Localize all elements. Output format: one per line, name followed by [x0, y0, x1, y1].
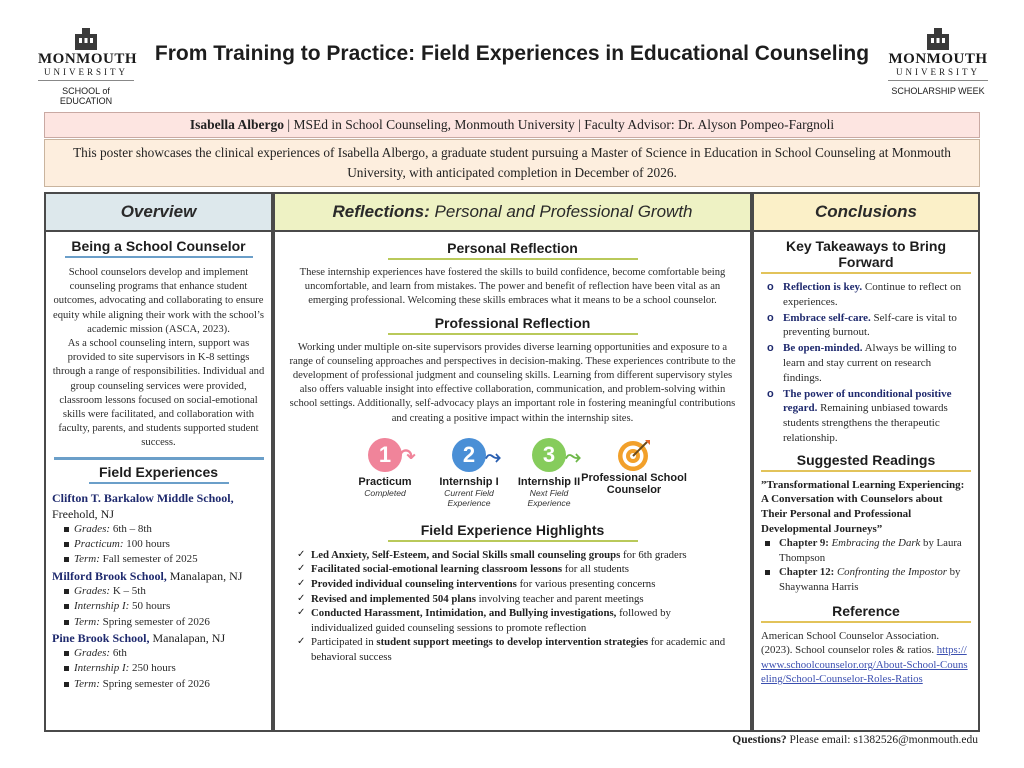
list-item: o The power of unconditional positive regard. Remaining unbiased towards students strengthens the therapeutic relationship.	[765, 387, 971, 446]
list-item: o Be open-minded. Always be willing to learn and stay current on research findings.	[765, 341, 971, 385]
section-divider	[388, 333, 638, 335]
monmouth-scholarship-week-logo	[888, 28, 988, 96]
section-divider	[65, 256, 253, 258]
school-name: Pine Brook School,	[52, 631, 150, 646]
section-divider	[54, 457, 264, 460]
list-item: Chapter 12: Confronting the Impostor by Shaywanna Harris	[765, 565, 971, 594]
reference-link[interactable]: https://www.schoolcounselor.org/About-School-Counseling/School-Counselor-Roles-Ratios	[761, 644, 968, 686]
list-item: ✓ Led Anxiety, Self-Esteem, and Social Skills small counseling groups for 6th graders	[297, 548, 730, 563]
readings-list	[761, 536, 971, 594]
intro-text: This poster showcases the clinical experiences of Isabella Albergo, a graduate student pursuing a Master of Science in Education in School Counseling at Monmouth University, with anticipated completion in December of 2026.	[44, 139, 980, 187]
highlights-title: Field Experience Highlights	[420, 521, 605, 538]
section-divider	[388, 540, 638, 542]
number-2-icon: 2	[452, 438, 486, 472]
list-item: ✓ Provided individual counseling interventions for various presenting concerns	[297, 577, 730, 592]
school-detail: Internship I: 250 hours	[64, 661, 265, 676]
poster-title: From Training to Practice: Field Experiences in Educational Counseling	[154, 42, 870, 65]
monmouth-school-of-education-logo	[38, 28, 137, 106]
school-detail: Grades: 6th	[64, 646, 265, 661]
logo-name: MONMOUTH	[888, 51, 988, 67]
school-location: Freehold, NJ	[52, 506, 114, 521]
takeaways-list	[761, 280, 971, 446]
reference-text: American School Counselor Association. (2023). School counselor roles & ratios. https://www.schoolcounselor.org/About-School-Counseling/School-Counselor-Roles-Ratios	[761, 629, 968, 686]
author-bar	[44, 112, 980, 138]
school-name: Milford Brook School,	[52, 568, 167, 583]
list-item: ✓ Revised and implemented 504 plans involving teacher and parent meetings	[297, 592, 730, 607]
progress-path	[287, 438, 738, 518]
section-divider	[761, 621, 971, 623]
logo-university: UNIVERSITY	[38, 67, 134, 81]
school-location: Manalapan, NJ	[149, 631, 226, 646]
professional-reflection-text: Working under multiple on-site supervisors provides diverse learning opportunities and exposure to a range of counseling approaches and perspectives in decision-making. These experiences contribute to the development of professional judgment and counseling skills. Learning from different supervisory styles also offers valuable insight into effective collaboration, communication, and problem-solving within school settings. Additionally, self-advocacy plays an important role in fostering meaningful contributions and creating a positive impact within the internship sites.	[289, 341, 736, 424]
school-detail: Grades: K – 5th	[64, 584, 265, 599]
logo-name: MONMOUTH	[38, 51, 137, 67]
being-counselor-text-1: School counselors develop and implement counseling programs that enhance student outcomes, advocating and collaborating to ensure equity while aligning their work with the school’s academic mission (ASCA, 2023).	[53, 267, 264, 335]
logo-sub-1: SCHOOL of	[62, 86, 110, 96]
field-experiences-list	[52, 490, 265, 693]
personal-reflection-title: Personal Reflection	[447, 240, 578, 256]
field-experiences-title: Field Experiences	[98, 463, 219, 480]
list-item: ✓ Facilitated social-emotional learning classroom lessons for all students	[297, 562, 730, 577]
school-entry	[52, 630, 265, 646]
arrow-right-icon: ↷	[399, 443, 416, 468]
being-counselor-title: Being a School Counselor	[71, 238, 246, 254]
number-3-icon: 3	[532, 438, 566, 472]
reference-title: Reference	[832, 602, 900, 619]
stage-professional: Professional School Counselor	[579, 438, 689, 496]
suggested-readings-title: Suggested Readings	[796, 451, 936, 468]
school-name: Clifton T. Barkalow Middle School,	[52, 490, 234, 505]
list-item: o Reflection is key. Continue to reflect on experiences.	[765, 280, 971, 310]
arrow-right-icon: ⤳	[565, 443, 581, 468]
overview-header: Overview	[46, 194, 271, 232]
target-icon	[616, 438, 652, 472]
logo-sub: SCHOLARSHIP WEEK	[891, 86, 985, 96]
author-details: | MSEd in School Counseling, Monmouth University | Faculty Advisor: Dr. Alyson Pompeo-Fargnoli	[284, 117, 835, 132]
contact-footer: Questions? Please email: s1382526@monmouth.edu	[732, 734, 978, 746]
logo-sub-2: EDUCATION	[59, 96, 113, 106]
arrow-right-icon: ⤳	[485, 443, 501, 468]
school-detail: Internship I: 50 hours	[64, 599, 265, 614]
list-item: Chapter 9: Embracing the Dark by Laura Thompson	[765, 536, 971, 565]
logo-university: UNIVERSITY	[888, 67, 988, 81]
school-detail: Term: Spring semester of 2026	[64, 677, 265, 692]
section-divider	[89, 482, 229, 484]
school-detail: Term: Spring semester of 2026	[64, 615, 265, 630]
key-takeaways-title: Key Takeaways to Bring Forward	[785, 238, 947, 270]
stage-practicum: 1 Practicum Completed	[335, 438, 435, 498]
school-detail: Term: Fall semester of 2025	[64, 552, 265, 567]
conclusions-column	[752, 192, 980, 732]
tower-icon	[925, 28, 951, 50]
stage-internship-2: 3 Internship II Next Field Experience	[499, 438, 599, 508]
reflections-column	[273, 192, 752, 732]
list-item: o Embrace self-care. Self-care is vital to preventing burnout.	[765, 311, 971, 341]
number-1-icon: 1	[368, 438, 402, 472]
school-detail: Grades: 6th – 8th	[64, 522, 265, 537]
school-entry	[52, 490, 265, 522]
stage-internship-1: 2 Internship I Current Field Experience	[419, 438, 519, 508]
list-item: ✓ Conducted Harassment, Intimidation, and Bullying investigations, followed by individualized guided counseling sessions to promote reflection	[297, 606, 730, 635]
school-entry	[52, 568, 265, 584]
author-name: Isabella Albergo	[189, 117, 285, 132]
overview-column	[44, 192, 273, 732]
section-divider	[761, 272, 971, 274]
being-counselor-text-2: As a school counseling intern, support was provided to site supervisors in K-8 settings through a range of responsibilities. Individual and group counseling services were provided, classroom lessons focused on social-emotional skills were facilitated, and collaboration with faculty, parents, and students supported student success.	[52, 338, 265, 449]
highlights-list	[287, 548, 738, 665]
list-item: ✓ Participated in student support meetings to develop intervention strategies for academic and behavioral success	[297, 635, 730, 664]
professional-reflection-title: Professional Reflection	[434, 314, 591, 331]
conclusions-header: Conclusions	[754, 194, 978, 232]
section-divider	[388, 258, 638, 260]
reading-book-title: ”Transformational Learning Experiencing: A Conversation with Counselors about Their Personal and Professional Developmental Journeys”	[761, 478, 965, 535]
reflections-header: Reflections: Personal and Professional Growth	[275, 194, 750, 232]
personal-reflection-text: These internship experiences have fostered the skills to build confidence, become comfortable being uncomfortable, and learn from mistakes. The power and benefit of reflection have been vital as an emerging professional. Welcoming these skills embraces what it means to be a school counselor.	[299, 267, 726, 307]
section-divider	[761, 470, 971, 472]
tower-icon	[73, 28, 99, 50]
school-detail: Practicum: 100 hours	[64, 537, 265, 552]
school-location: Manalapan, NJ	[166, 568, 243, 583]
